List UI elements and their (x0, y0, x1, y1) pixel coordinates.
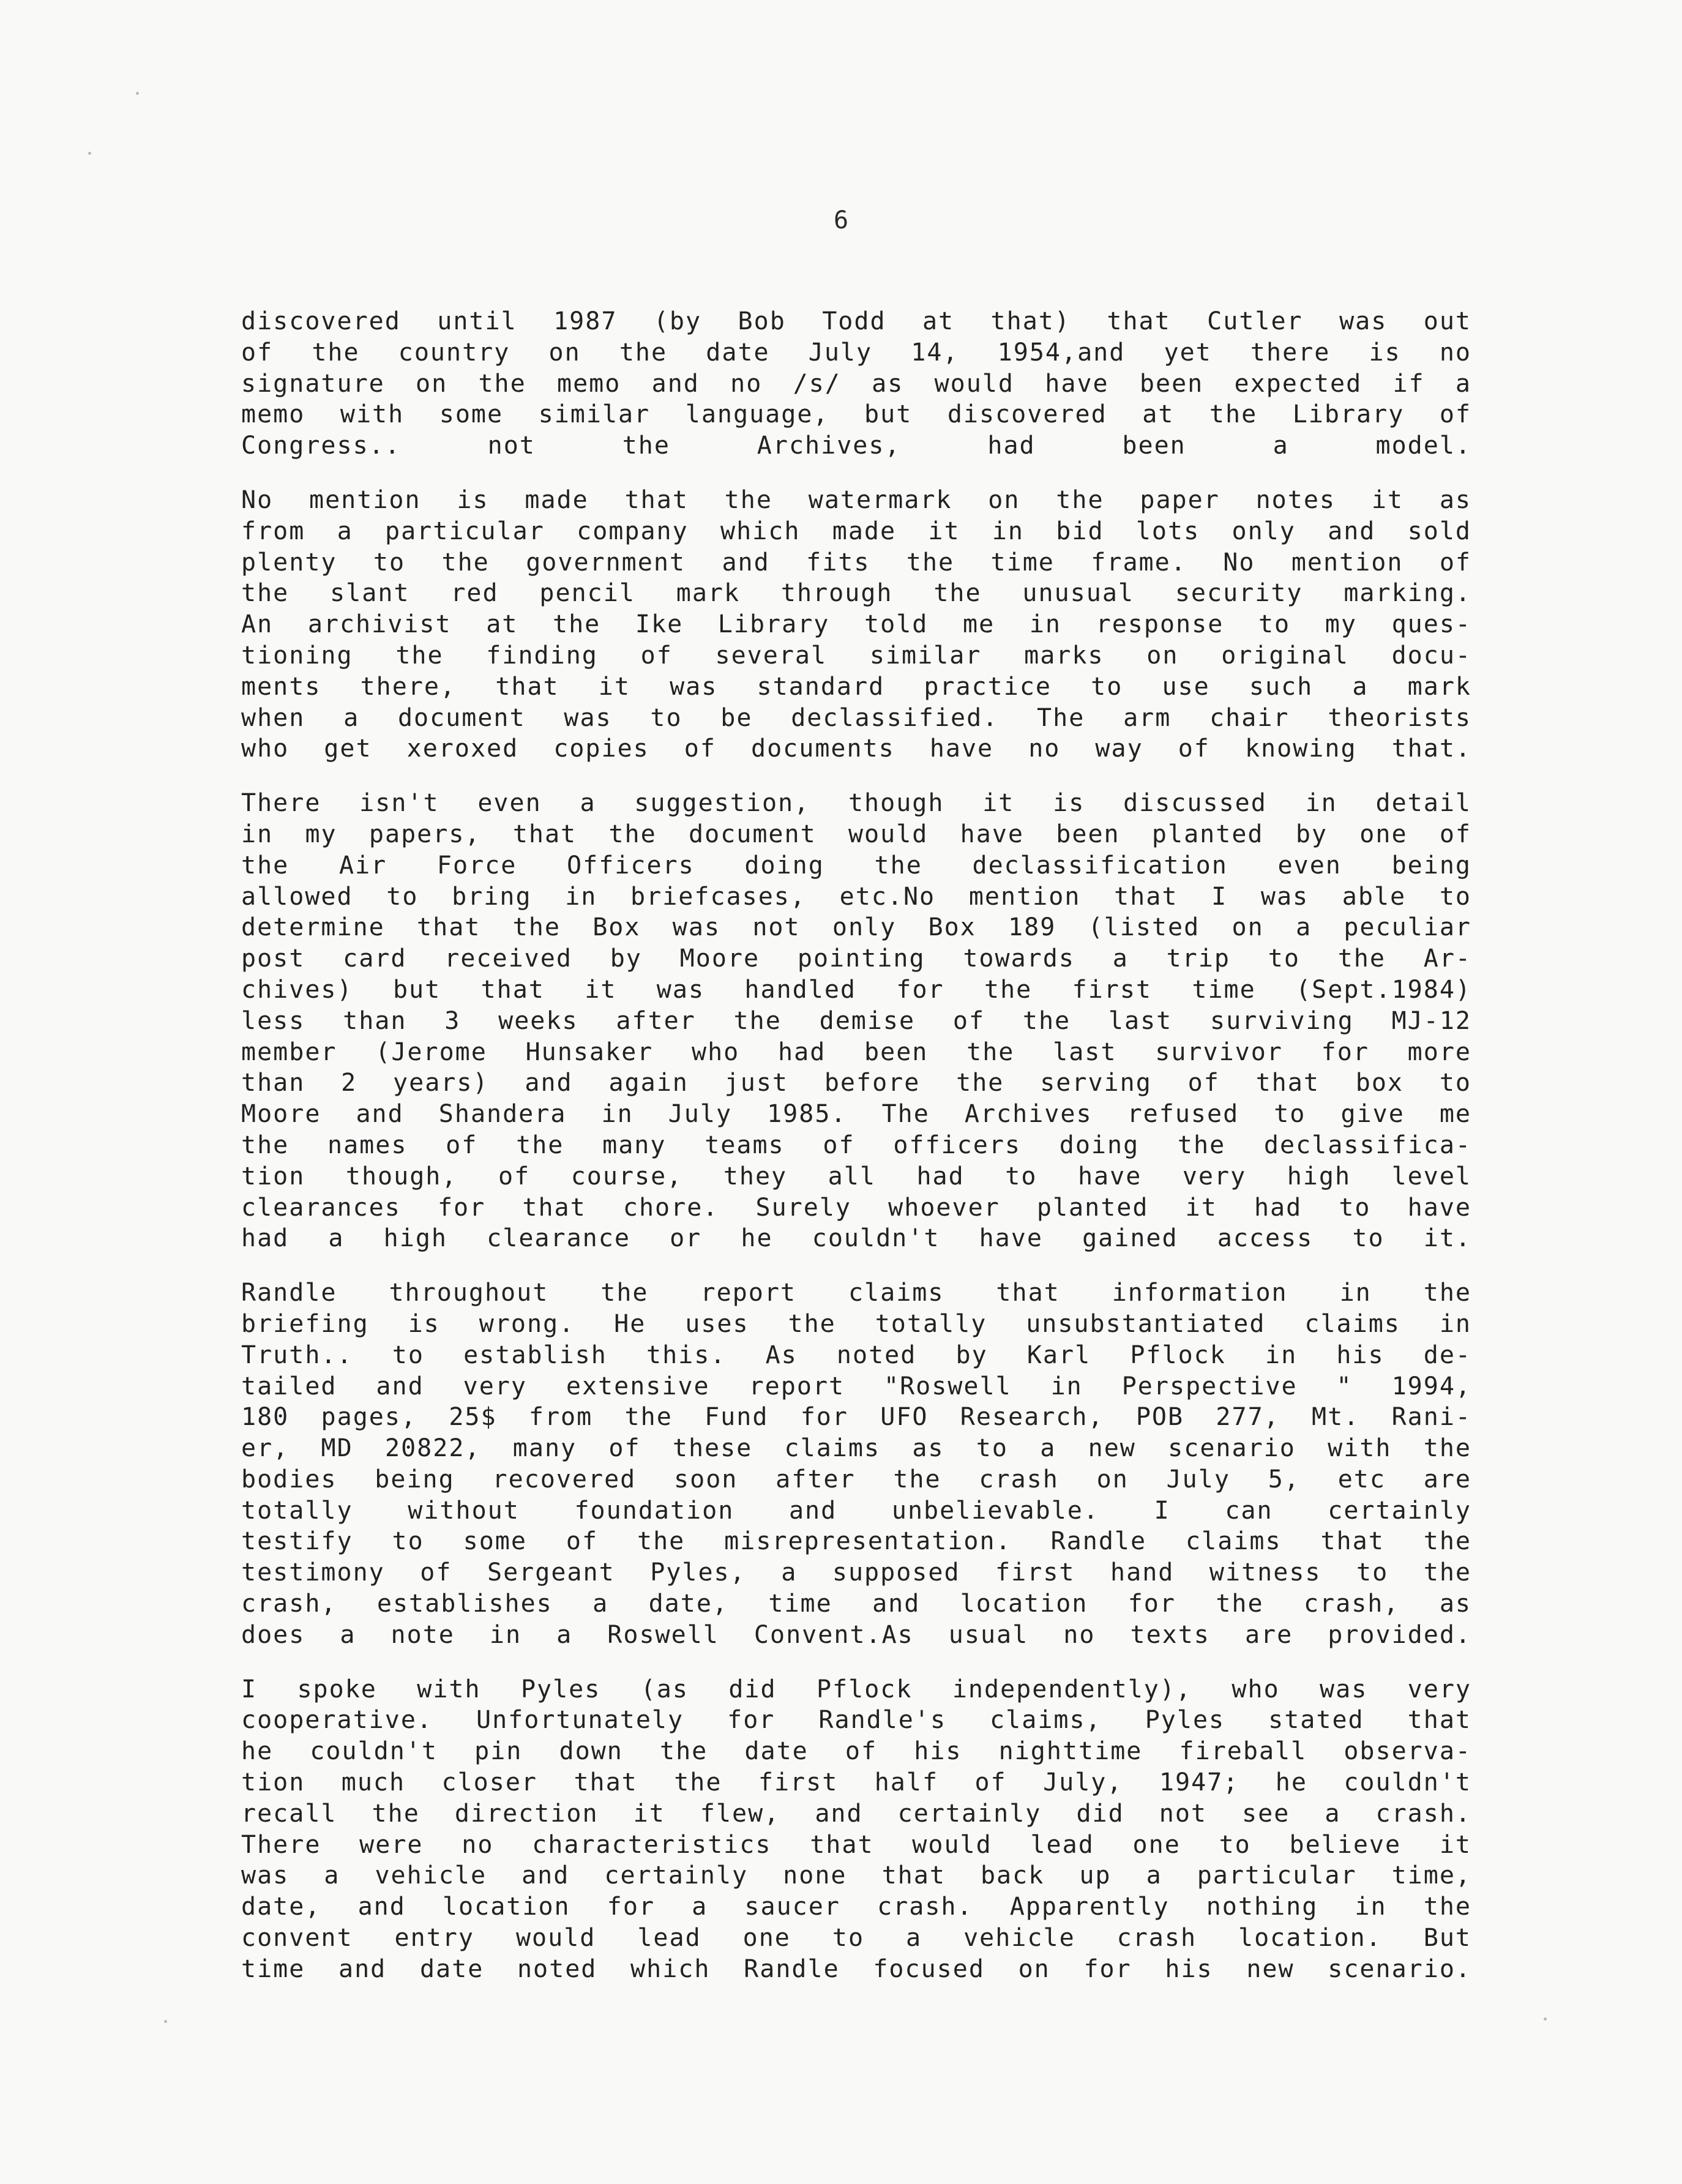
text-line: post card received by Moore pointing towards a trip to the Ar- (241, 944, 1471, 973)
text-line: totally without foundation and unbelievable. I can certainly (241, 1496, 1471, 1525)
text-line: signature on the memo and no /s/ as would have been expected if a (241, 369, 1471, 398)
text-line: determine that the Box was not only Box 189 (listed on a peculiar (241, 913, 1471, 942)
text-line: 180 pages, 25$ from the Fund for UFO Research, POB 277, Mt. Rani- (241, 1403, 1471, 1432)
text-line: briefing is wrong. He uses the totally unsubstantiated claims in (241, 1309, 1471, 1338)
text-line: does a note in a Roswell Convent.As usual no texts are provided. (241, 1620, 1471, 1649)
body-text (241, 306, 1471, 2008)
text-line: the Air Force Officers doing the declassification even being (241, 851, 1471, 880)
paper-speck (88, 152, 91, 155)
text-line: testimony of Sergeant Pyles, a supposed first hand witness to the (241, 1558, 1471, 1587)
paragraph (241, 306, 1471, 462)
text-line: Randle throughout the report claims that information in the (241, 1279, 1471, 1307)
text-line: from a particular company which made it in bid lots only and sold (241, 517, 1471, 545)
text-line: bodies being recovered soon after the crash on July 5, etc are (241, 1465, 1471, 1494)
page-number: 6 (833, 206, 849, 234)
text-line: discovered until 1987 (by Bob Todd at that) that Cutler was out (241, 307, 1471, 335)
paragraph (241, 788, 1471, 1254)
paper-speck (136, 92, 139, 95)
text-line: recall the direction it flew, and certainly did not see a crash. (241, 1799, 1471, 1828)
text-line: allowed to bring in briefcases, etc.No mention that I was able to (241, 882, 1471, 911)
text-line: was a vehicle and certainly none that back up a particular time, (241, 1861, 1471, 1890)
text-line: the names of the many teams of officers doing the declassifica- (241, 1131, 1471, 1159)
paper-speck (1544, 2018, 1547, 2021)
paragraph (241, 1277, 1471, 1651)
text-line: An archivist at the Ike Library told me in response to my ques- (241, 610, 1471, 639)
text-line: when a document was to be declassified. The arm chair theorists (241, 703, 1471, 732)
text-line: Truth.. to establish this. As noted by Karl Pflock in his de- (241, 1341, 1471, 1369)
text-line: I spoke with Pyles (as did Pflock independently), who was very (241, 1675, 1471, 1703)
paragraph (241, 485, 1471, 765)
text-line: chives) but that it was handled for the first time (Sept.1984) (241, 975, 1471, 1004)
text-line: in my papers, that the document would have been planted by one of (241, 820, 1471, 848)
text-line: There isn't even a suggestion, though it is discussed in detail (241, 789, 1471, 818)
text-line: er, MD 20822, many of these claims as to a new scenario with the (241, 1434, 1471, 1463)
text-line: testify to some of the misrepresentation. Randle claims that the (241, 1527, 1471, 1556)
text-line: time and date noted which Randle focused on for his new scenario. (241, 1954, 1471, 1983)
text-line: had a high clearance or he couldn't have gained access to it. (241, 1224, 1471, 1253)
text-line: who get xeroxed copies of documents have no way of knowing that. (241, 735, 1471, 763)
text-line: than 2 years) and again just before the serving of that box to (241, 1069, 1471, 1098)
text-line: date, and location for a saucer crash. Apparently nothing in the (241, 1893, 1471, 1921)
text-line: No mention is made that the watermark on the paper notes it as (241, 485, 1471, 514)
text-line: of the country on the date July 14, 1954,and yet there is no (241, 338, 1471, 367)
text-line: tion much closer that the first half of July, 1947; he couldn't (241, 1768, 1471, 1797)
paper-speck (164, 2020, 167, 2023)
paragraph (241, 1674, 1471, 1985)
text-line: member (Jerome Hunsaker who had been the last survivor for more (241, 1038, 1471, 1066)
text-line: plenty to the government and fits the time frame. No mention of (241, 548, 1471, 577)
text-line: less than 3 weeks after the demise of the last surviving MJ-12 (241, 1006, 1471, 1035)
text-line: tion though, of course, they all had to have very high level (241, 1162, 1471, 1191)
text-line: cooperative. Unfortunately for Randle's claims, Pyles stated that (241, 1706, 1471, 1735)
text-line: tioning the finding of several similar marks on original docu- (241, 641, 1471, 670)
text-line: convent entry would lead one to a vehicle crash location. But (241, 1924, 1471, 1953)
text-line: crash, establishes a date, time and location for the crash, as (241, 1590, 1471, 1618)
text-line: Congress.. not the Archives, had been a model. (241, 432, 1471, 460)
text-line: There were no characteristics that would lead one to believe it (241, 1830, 1471, 1859)
text-line: Moore and Shandera in July 1985. The Archives refused to give me (241, 1100, 1471, 1129)
text-line: tailed and very extensive report "Roswell in Perspective " 1994, (241, 1372, 1471, 1401)
text-line: he couldn't pin down the date of his nighttime fireball observa- (241, 1737, 1471, 1766)
text-line: ments there, that it was standard practice to use such a mark (241, 672, 1471, 701)
text-line: clearances for that chore. Surely whoever planted it had to have (241, 1193, 1471, 1222)
text-line: the slant red pencil mark through the unusual security marking. (241, 579, 1471, 608)
text-line: memo with some similar language, but discovered at the Library of (241, 400, 1471, 429)
